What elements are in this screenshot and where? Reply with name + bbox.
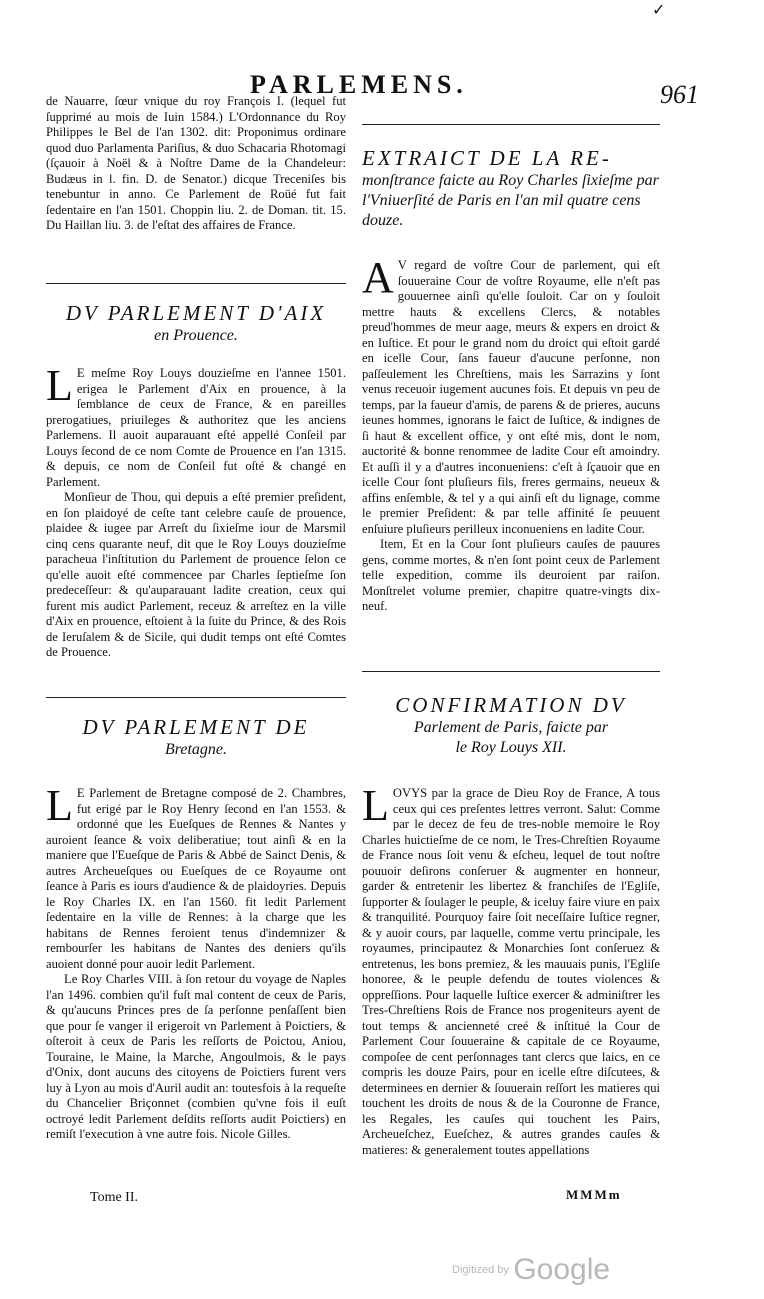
section-body-bretagne [46,781,346,1143]
section-divider [362,671,660,672]
section-body-confirmation [362,781,660,1158]
tome-label: Tome II. [90,1190,139,1205]
heading-line: EXTRAICT DE LA RE- [362,146,612,170]
body-paragraph: Item, Et en la Cour ſont pluſieurs cauſes de pauures gens, comme mortes, & n'en ſont point ceux de Parlement telle expedition, comme ils deuroient par raiſon. Monſtrelet volume premier, chapitre quatre-vingts dix-neuf. [362,537,660,613]
body-paragraph: Monſieur de Thou, qui depuis a eſté premier preſident, en ſon plaidoyé de ceſte tant celebre cauſe de prouence, plaidee & iugee par Arreſt du ſixieſme iour de Marsmil cinq cens quarante neuf, dit que le Roy Louys douzieſme paracheua l'inſtitution du Parlement de prouence ſelon ce qu'elle auoit eſté commencee par Charles ſeptieſme ſon predeceſſeur: & qu'auparauant ladite creation, ceux qui furent mis audict Parlement, receuz & arreſtez en la ville d'Aix en prouence, eſtoient à la ſuite du Prince, & des Rois de Ieruſalem & de Sicile, qui dudit temps ont eſté Comtes de Prouence. [46,490,346,659]
body-paragraph: OVYS par la grace de Dieu Roy de France, A tous ceux qui ces preſentes lettres verront. Salut: Comme par le decez de feu de tres-noble memoire le Roy Charles huictieſme de ce nom, le Tres-Chreſtien Royaume de France nous ſoit venu & eſcheu, lequel de tout noſtre pouuoir deſirons conſeruer & augmenter en honneur, garder & entretenir les libertez & franchiſes de l'Egliſe, ſupporter & ſoulager le peuple, & iceluy faire viure en paix & tranquilité. Pourquoy faire ſoit neceſſaire Iuſtice regner, & y auoir cours, par laquelle, comme vertu principale, les royaumes, principautez & Monarchies ſont conſeruez & entretenus, les bons premiez, & les mauuais punis, l'Egliſe honoree, & le peuple defendu de toutes violences & oppreſſions. Pour laquelle Iuſtice exercer & adminiſtrer les Tres-Chreſtiens Rois de France nos progeniteurs ayent de tout temps & ancienneté creé & inſtitué la Cour de Parlement Cour ſouueraine & capitale de ce Royaume, compoſee de cent perſonnages tant clercs que laics, en ce compris les douze Pairs, pour en icelle eſtre diſcutees, & determinees en dernier & ſouuerain reſſort les matieres qui touchent les droits de nous & de la Couronne de France, les Regales, les cauſes qui touchent les Pairs, Archeueſchez, Eueſchez, & autres grandes cauſes & matieres: & generalement toutes appellations [362,786,660,1157]
section-body-extraict [362,253,660,615]
heading-subline: le Roy Louys XII. [455,739,567,756]
body-paragraph: E Parlement de Bretagne composé de 2. Chambres, fut erigé par le Roy Henry ſecond en l'an 1553. & ordonné que les Eueſques de Rennes & Nantes y auroient ſeance & voix deliberatiue; tout ainſi & en la maniere que l'Eueſque de Paris & Abbé de Sainct Denis, & autres Archeueſques ou Eueſques de ce Royaume ont ſeance à Paris es iours d'audience & de plaidoyries. Depuis le Roy Charles IX. en l'an 1560. fit ledit Parlement ſedentaire en la ville de Rennes: à la charge que les habitans de Rennes feroient tenus d'indemnizer & rembourſer les habitans de Nantes des deniers qu'ils auoient donné pour auoir ledit Parlement. [46,786,346,971]
heading-subline: Bretagne. [164,741,228,758]
body-paragraph: Le Roy Charles VIII. à ſon retour du voyage de Naples l'an 1496. combien qu'il fuſt mal content de ceux de Paris, & qu'aucuns Princes pres de ſa perſonne penſaſſent bien que pour ſe vanger il erigeroit vn Parlement à Poictiers, & oſteroit à ceux de Paris les reſſorts de Poictou, Aniou, Touraine, le Maine, la Marche, Angoulmois, & le pays d'Onix, dont aucuns des citoyens de Poictiers furent vers luy à Lyon au mois d'Auril audit an: toutesfois à la requeſte du Chancelier Briçonnet (combien qu'vne fois il euſt octroyé ledit Parlement deſdits reſſorts audit Poictiers) en remiſt l'execution à vne autre fois. Nicole Gilles. [46,972,346,1141]
body-paragraph: V regard de voſtre Cour de parlement, qui eſt ſouueraine Cour de voſtre Royaume, elle n'eſt pas gouuernee ainſi qu'elle ſouloit. Car on y ſouloit mettre hauts & excellens Clercs, & notables preud'hommes de meur aage, meurs & expers en droict & en Iuſtice. Et pour le grand nom du droict qui eſtoit gardé en icelle Cour, ſans faueur d'aucune perſonne, non paſſeulement les Chreſtiens, mais les Sarrazins y ſont venus receuoir iugement aucunes fois. Et depuis vn peu de temps, par la faueur d'amis, de parens & de prieres, aucuns ieunes hommes, ignorans le faict de Iuſtice, & indignes de ſi haut & excellent office, y ont eſté mis, dont le nom, auctorité & bonne renommee de ladite Cour eſt amoindry. Et auſſi il y a d'autres inconueniens: c'eſt à ſçauoir que en icelle Cour ſont pluſieurs fils, freres germains, neueux & affins enſemble, & tel y a qui ainſi eſt du lignage, comme le premier Preſident: & par telle affinité ſe peuuent enſuiure pluſieurs perilleux inconueniens en ladite Cour. [362,258,660,536]
section-heading-bretagne [46,714,346,760]
section-heading-confirmation [362,692,660,758]
drop-cap: A [362,253,394,302]
google-logo: Google [513,1253,611,1286]
drop-cap: L [362,781,389,830]
heading-line: DV PARLEMENT DE [82,715,310,739]
intro-paragraph: de Nauarre, ſœur vnique du roy François I. (lequel fut ſupprimé au mois de Iuin 1584.) L'Ordonnance du Roy Philippes le Bel de l'an 1302. dit: Proponimus ordinare quod duo Parlamenta Pariſius, & duo Schacaria Rhotomagi (ſçauoir à Noël & à Noſtre Dame de la Chandeleur: Budæus in l. fin. D. de Senator.) dicque Treceniſes bis tenebuntur in anno. Ce Parlement de Roüé fut fait ſedentaire en l'an 1501. Choppin liu. 2. de Doman. tit. 15. Du Haillan liu. 3. de l'eſtat des affaires de France. [46,94,346,232]
signature-mark: MMMm [566,1187,622,1202]
section-heading-aix [46,300,346,346]
section-body-aix [46,361,346,661]
drop-cap: L [46,781,73,830]
corner-mark: ✓ [652,0,666,19]
digitized-watermark [452,1253,610,1287]
section-divider [362,124,660,125]
heading-subline: en Prouence. [154,327,238,344]
heading-subline: monſtrance faicte au Roy Charles ſixieſme par l'Vniuerſité de Paris en l'an mil quatre cens douze. [362,172,659,229]
section-divider [46,283,346,284]
drop-cap: L [46,361,73,410]
section-divider [46,697,346,698]
heading-line: CONFIRMATION DV [395,693,627,717]
heading-subline: Parlement de Paris, faicte par [413,719,609,736]
running-title: PARLEMENS. [250,70,468,99]
section-heading-extraict [362,145,660,231]
page-number: 961 [660,80,699,109]
intro-text-block [46,94,346,234]
body-paragraph: E meſme Roy Louys douzieſme en l'annee 1501. erigea le Parlement d'Aix en prouence, à la ſemblance de ceux de France, & en pareilles prerogatiues, priuileges & authoritez que les anciens Parlemens. Il auoit auparauant eſté appellé Conſeil par Louys ſecond de ce nom Comte de Prouence en l'an 1315. & depuis, ce nom de Conſeil fut oſté & changé en Parlement. [46,366,346,489]
watermark-prefix: Digitized by [452,1264,509,1276]
heading-line: DV PARLEMENT D'AIX [65,301,327,325]
